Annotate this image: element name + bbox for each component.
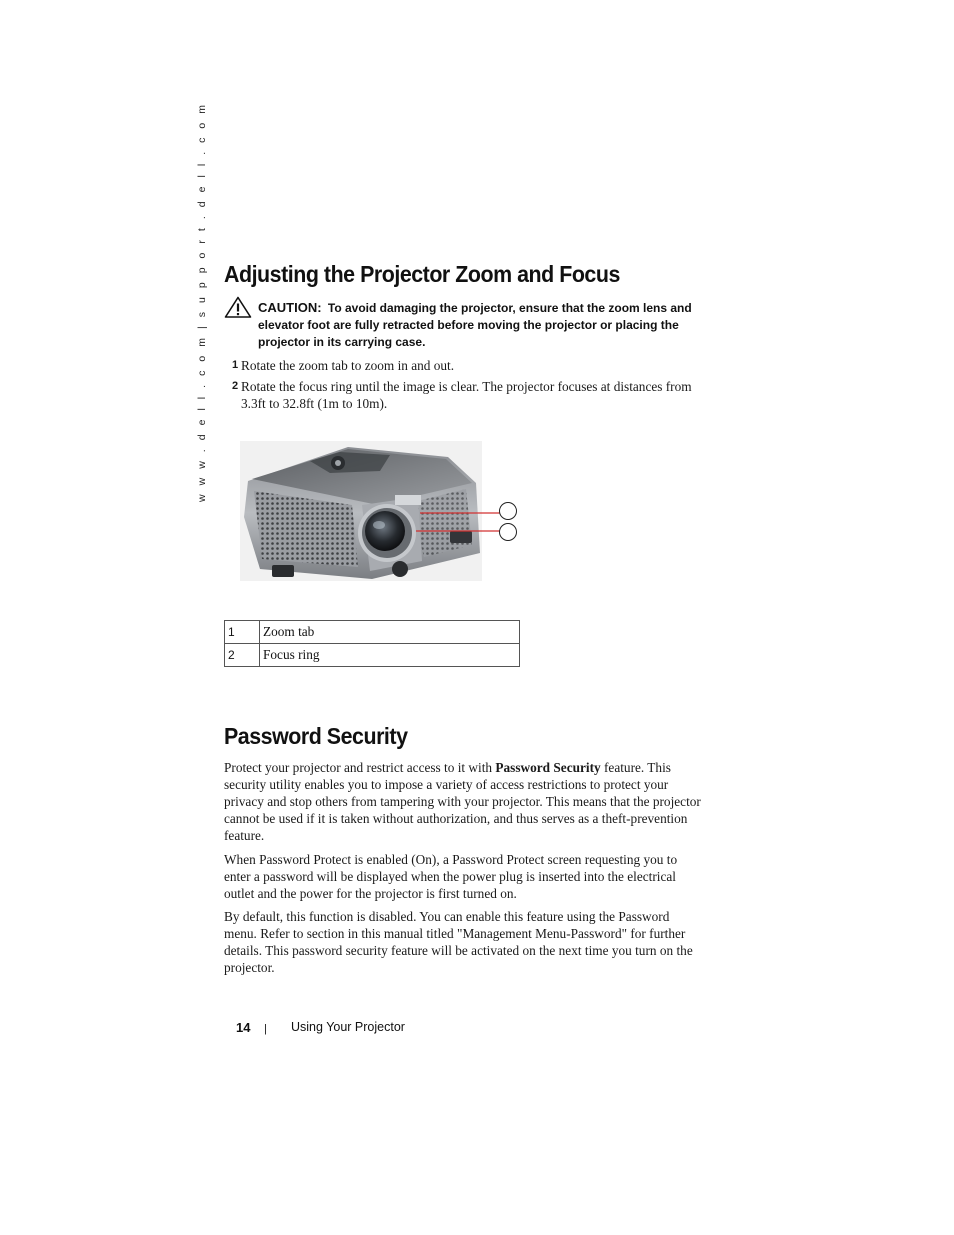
step-item xyxy=(232,378,702,412)
side-url: w w w . d e l l . c o m | s u p p o r t . d e l l . c o m xyxy=(196,101,208,502)
legend-label: Zoom tab xyxy=(260,621,520,644)
legend-label: Focus ring xyxy=(260,644,520,667)
warning-triangle-icon xyxy=(224,296,252,318)
table-row xyxy=(225,621,520,644)
caution-label: CAUTION: xyxy=(258,300,322,315)
table-row xyxy=(225,644,520,667)
paragraph: By default, this function is disabled. You can enable this feature using the Password menu. Refer to section in this manual titled "Management Menu-Password" for further details. This password security feature will be activated on the next time you turn on the projector. xyxy=(224,909,693,975)
projector-photo xyxy=(240,441,530,581)
legend-number: 2 xyxy=(225,644,260,667)
callout-legend-table xyxy=(224,620,520,667)
step-text: Rotate the zoom tab to zoom in and out. xyxy=(241,358,455,373)
callout-1-marker xyxy=(500,503,517,520)
paragraph xyxy=(224,759,704,844)
section-title-password-security: Password Security xyxy=(224,723,408,749)
chapter-title: Using Your Projector xyxy=(291,1020,405,1034)
page-footer xyxy=(236,1020,536,1040)
paragraph: When Password Protect is enabled (On), a Password Protect screen requesting you to enter a password will be displayed when the power plug is inserted into the electrical outlet and the power for the projector is first turned on. xyxy=(224,852,678,901)
step-item xyxy=(232,357,702,374)
page-number: 14 xyxy=(236,1020,251,1035)
caution-text: To avoid damaging the projector, ensure that the zoom lens and elevator foot are fully retracted before moving the projector or placing the projector in its carrying case. xyxy=(258,301,692,349)
paragraph-text: feature. This security utility enables you to impose a variety of access restrictions to protect your privacy and stop others from tampering with your projector. This means that the projector cannot be used if it is taken without authorization, and thus serves as a theft-prevention feature. xyxy=(224,760,701,843)
callout-2-marker xyxy=(500,524,517,541)
step-number: 2 xyxy=(232,380,239,392)
section-title-zoom-focus: Adjusting the Projector Zoom and Focus xyxy=(224,261,620,287)
paragraph-text: Protect your projector and restrict access to it with xyxy=(224,760,496,775)
paragraph-emphasis: Password Security xyxy=(495,760,601,775)
step-text: Rotate the focus ring until the image is clear. The projector focuses at distances from 3.3ft to 32.8ft (1m to 10m). xyxy=(241,379,692,411)
step-number: 1 xyxy=(232,359,239,371)
footer-separator: | xyxy=(264,1023,267,1035)
legend-number: 1 xyxy=(225,621,260,644)
